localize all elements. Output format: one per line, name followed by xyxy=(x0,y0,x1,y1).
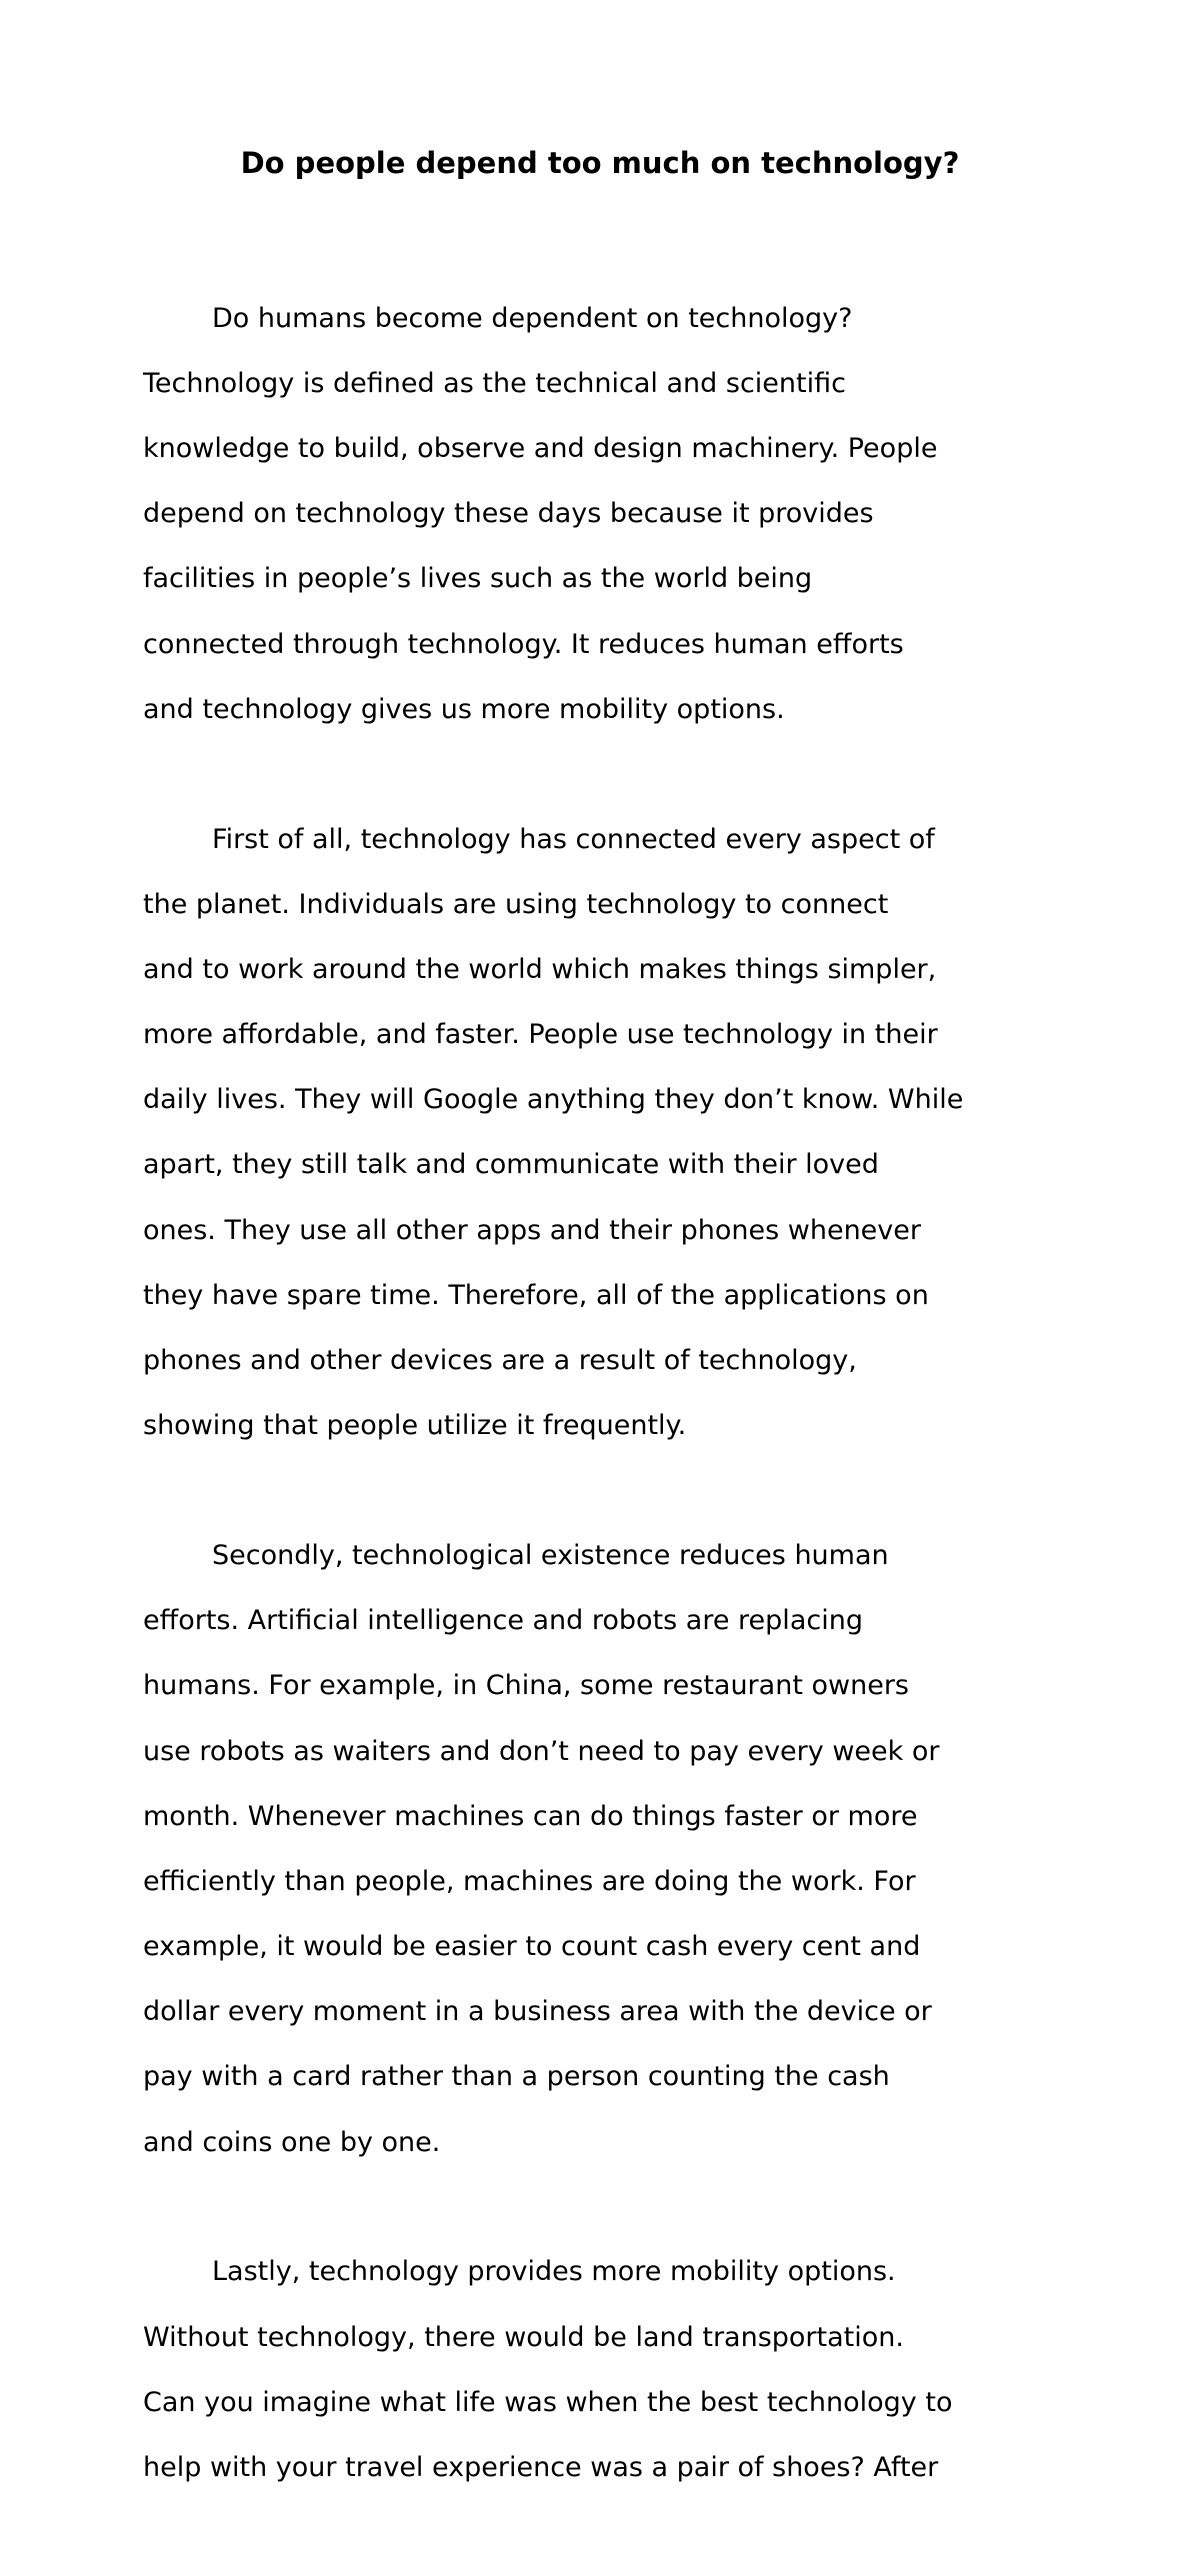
paragraph-line: Technology is defined as the technical and scientific xyxy=(143,367,846,399)
paragraph-line: knowledge to build, observe and design machinery. People xyxy=(143,432,938,464)
document-title: Do people depend too much on technology? xyxy=(240,146,960,180)
paragraph-line: Secondly, technological existence reduces human xyxy=(212,1539,889,1571)
paragraph-line: First of all, technology has connected every aspect of xyxy=(212,823,935,855)
paragraph-line: ones. They use all other apps and their phones whenever xyxy=(143,1214,921,1246)
paragraph-second-point xyxy=(143,1507,1063,2191)
paragraph-line: month. Whenever machines can do things faster or more xyxy=(143,1800,918,1832)
paragraph-line: example, it would be easier to count cash every cent and xyxy=(143,1931,921,1963)
paragraph-line: showing that people utilize it frequently. xyxy=(143,1410,687,1442)
paragraph-line: Lastly, technology provides more mobility options. xyxy=(212,2256,896,2288)
paragraph-line: efforts. Artificial intelligence and robots are replacing xyxy=(143,1605,863,1637)
paragraph-line: and to work around the world which makes things simpler, xyxy=(143,953,937,985)
paragraph-line: phones and other devices are a result of technology, xyxy=(143,1345,857,1376)
paragraph-line: use robots as waiters and don’t need to pay every week or xyxy=(143,1735,940,1767)
paragraph-third-point xyxy=(143,2224,1063,2517)
paragraph-line: connected through technology. It reduces human efforts xyxy=(143,628,904,660)
paragraph-line: humans. For example, in China, some restaurant owners xyxy=(143,1670,909,1702)
paragraph-line: Without technology, there would be land transportation. xyxy=(143,2321,904,2353)
paragraph-line: more affordable, and faster. People use technology in their xyxy=(143,1019,938,1051)
document-body xyxy=(143,270,1063,2549)
paragraph-line: help with your travel experience was a pair of shoes? After xyxy=(143,2452,939,2483)
paragraph-line: efficiently than people, machines are doing the work. For xyxy=(143,1865,916,1897)
paragraph-line: depend on technology these days because it provides xyxy=(143,498,874,530)
paragraph-line: apart, they still talk and communicate with their loved xyxy=(143,1149,879,1181)
paragraph-line: dollar every moment in a business area with the device or xyxy=(143,1996,932,2028)
paragraph-line: Do humans become dependent on technology? xyxy=(212,302,853,334)
paragraph-line: daily lives. They will Google anything they don’t know. While xyxy=(143,1084,964,1116)
paragraph-line: pay with a card rather than a person counting the cash xyxy=(143,2061,890,2093)
paragraph-intro xyxy=(143,270,1063,759)
paragraph-first-point xyxy=(143,791,1063,1475)
paragraph-line: facilities in people’s lives such as the world being xyxy=(143,563,813,595)
paragraph-line: and technology gives us more mobility options. xyxy=(143,693,785,725)
paragraph-line: the planet. Individuals are using technology to connect xyxy=(143,888,889,920)
paragraph-line: they have spare time. Therefore, all of the applications on xyxy=(143,1279,929,1311)
paragraph-line: and coins one by one. xyxy=(143,2126,441,2158)
paragraph-line: Can you imagine what life was when the best technology to xyxy=(143,2386,953,2418)
